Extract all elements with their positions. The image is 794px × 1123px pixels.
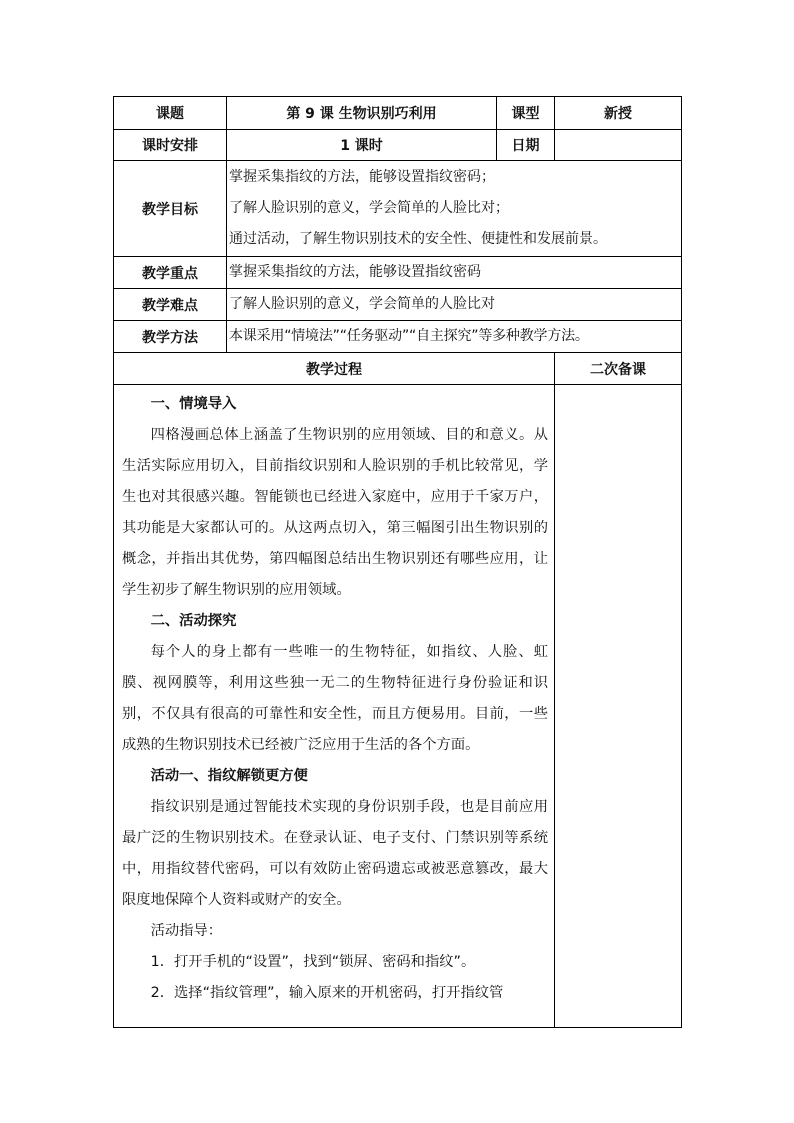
lesson-plan-table xyxy=(113,96,682,1028)
goal-item: 掌握采集指纹的方法，能够设置指纹密码； xyxy=(229,169,495,185)
section-heading: 活动一、指纹解锁更方便 xyxy=(150,768,308,784)
date-label: 日期 xyxy=(497,130,555,161)
paragraph: 四格漫画总体上涵盖了生物识别的应用领域、目的和意义。从生活实际应用切入，目前指纹识别和人脸识别的手机比较常见，学生也对其很感兴趣。智能锁也已经进入家庭中，应用于千家万户，其功能是大家都认可的。从这两点切入，第三幅图引出生物识别的概念，并指出其优势，第四幅图总结出生物识别还有哪些应用，让学生初步了解生物识别的应用领域。 xyxy=(122,427,548,598)
section-heading: 一、情境导入 xyxy=(150,396,237,412)
second-prep-label: 二次备课 xyxy=(555,353,682,385)
row-focus xyxy=(114,257,682,289)
hours-value: 1 课时 xyxy=(227,130,497,161)
second-prep-cell xyxy=(555,385,682,1028)
row-process-header xyxy=(114,353,682,385)
paragraph: 指纹识别是通过智能技术实现的身份识别手段，也是目前应用最广泛的生物识别技术。在登录认证、电子支付、门禁识别等系统中，用指纹替代密码，可以有效防止密码遗忘或被恶意篡改，最大限度地保障个人资料或财产的安全。 xyxy=(122,799,548,908)
row-goals xyxy=(114,161,682,257)
goals-list xyxy=(227,161,682,257)
list-item: 1．打开手机的“设置”，找到“锁屏、密码和指纹”。 xyxy=(150,954,476,970)
hours-label: 课时安排 xyxy=(114,130,227,161)
focus-label: 教学重点 xyxy=(114,257,227,289)
difficulty-label: 教学难点 xyxy=(114,289,227,321)
method-value: 本课采用“情境法”“任务驱动”“自主探究”等多种教学方法。 xyxy=(227,321,682,353)
paragraph: 每个人的身上都有一些唯一的生物特征，如指纹、人脸、虹膜、视网膜等，利用这些独一无二的生物特征进行身份验证和识别，不仅具有很高的可靠性和安全性，而且方便易用。目前，一些成熟的生物识别技术已经被广泛应用于生活的各个方面。 xyxy=(122,644,548,753)
goal-item: 通过活动，了解生物识别技术的安全性、便捷性和发展前景。 xyxy=(229,231,607,247)
difficulty-value: 了解人脸识别的意义，学会简单的人脸比对 xyxy=(227,289,682,321)
topic-value: 第 9 课 生物识别巧利用 xyxy=(227,97,497,130)
goal-item: 了解人脸识别的意义，学会简单的人脸比对； xyxy=(229,200,509,216)
list-item: 2．选择“指纹管理”，输入原来的开机密码，打开指纹管 xyxy=(150,985,504,1001)
row-process-body xyxy=(114,385,682,1028)
type-label: 课型 xyxy=(497,97,555,130)
section-heading: 二、活动探究 xyxy=(150,613,237,629)
row-topic xyxy=(114,97,682,130)
topic-label: 课题 xyxy=(114,97,227,130)
type-value: 新授 xyxy=(555,97,682,130)
focus-value: 掌握采集指纹的方法，能够设置指纹密码 xyxy=(227,257,682,289)
row-difficulty xyxy=(114,289,682,321)
paragraph: 活动指导： xyxy=(150,923,223,939)
process-content xyxy=(114,385,555,1028)
goals-label: 教学目标 xyxy=(114,161,227,257)
date-value xyxy=(555,130,682,161)
method-label: 教学方法 xyxy=(114,321,227,353)
row-method xyxy=(114,321,682,353)
process-label: 教学过程 xyxy=(114,353,555,385)
row-hours xyxy=(114,130,682,161)
